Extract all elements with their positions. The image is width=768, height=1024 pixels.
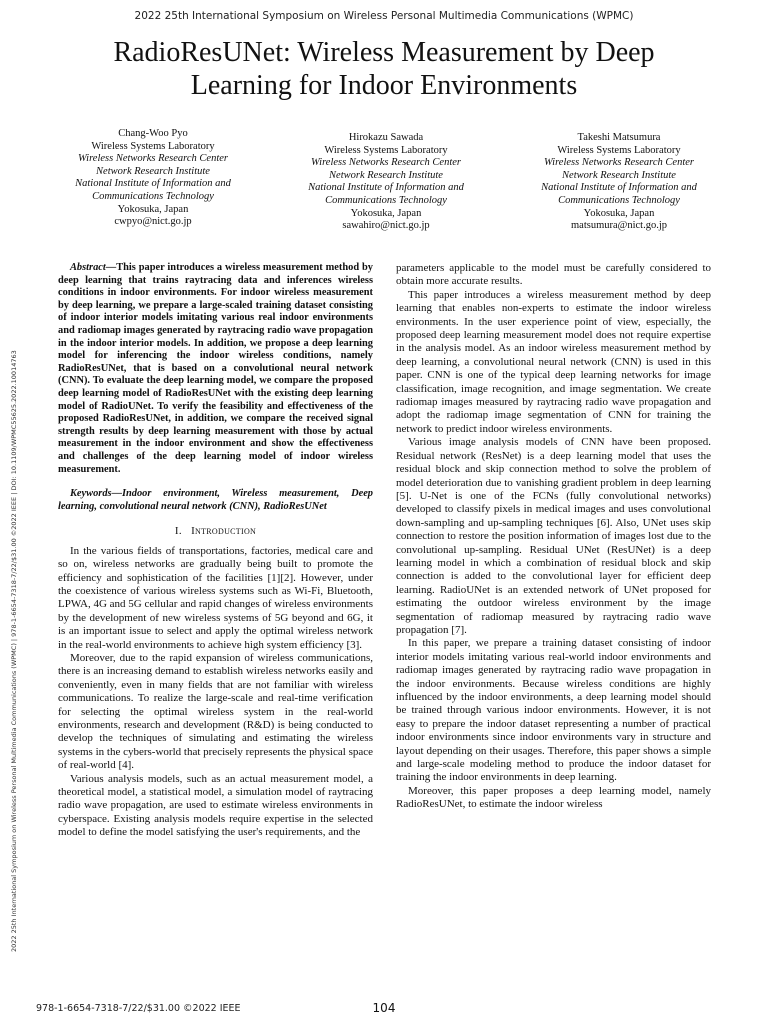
body-paragraph: Various analysis models, such as an actual measurement model, a theoretical model, a statistical model, a simulation model of raytracing radio wave propagation, are used to estimate wireless environments in cyberspace. Existing analysis models require expertise in the selected model to define the model satisfying the user's requirements, and the <box>58 772 373 839</box>
author-institute: Network Research Institute <box>562 169 676 181</box>
author-org: National Institute of Information and <box>308 182 464 194</box>
author-location: Yokosuka, Japan <box>350 207 422 219</box>
body-paragraph: Moreover, due to the rapid expansion of wireless communications, there is an increasing demand to establish wireless networks easily and conveniently, even in many fields that are not familiar with wireless communications. To realize the large-scale and real-time verification for selecting the optimal wireless system in the real-world environments, research and development (R&D) is being conducted to develop the techniques of simulating and estimating the wireless systems in the cybers-world that precisely represents the physical space of real-world [4]. <box>58 651 373 772</box>
left-column <box>58 262 373 840</box>
conference-header: 2022 25th International Symposium on Wireless Personal Multimedia Communications (WPMC) <box>134 10 634 22</box>
author-2 <box>281 132 491 233</box>
abstract-lead: Abstract <box>70 262 106 273</box>
author-org: Communications Technology <box>92 190 214 202</box>
body-paragraph: Various image analysis models of CNN have been proposed. Residual network (ResNet) is a deep learning model that uses the residual block and skip connection method to solve the problem of model deterioration due to vanishing gradient problem in deep learning [5]. U-Net is one of the FCNs (fully convolutional networks) developed to classify pixels in medical images and uses convolutional down-sampling and up-sampling techniques [6]. Also, UNet uses skip connection to restore the position information of images lost due to the convolutional up-sampling. Residual UNet (ResUNet) is a deep learning model in which a combination of residual block and skip connection is added to the convolutional layer for efficient deep learning. RadioUNet is an extended network of UNet proposed for estimating the outdoor wireless environment by the image segmentation of radiomap measured by raytracing radio wave propagation [7]. <box>396 436 711 636</box>
side-margin-citation: 2022 25th International Symposium on Wireless Personal Multimedia Communications (WPMC) | 978-1-6654-7318-7/22/$31.00 ©2022 IEEE | DOI: 10.1109/WPMC55625.2022.10014763 <box>10 350 18 952</box>
author-name: Chang-Woo Pyo <box>118 128 188 139</box>
author-name: Hirokazu Sawada <box>348 132 424 143</box>
keywords-text: —Indoor environment, Wireless measurement, Deep learning, convolutional neural network (CNN), RadioResUNet <box>58 488 373 512</box>
author-center: Wireless Networks Research Center <box>311 157 461 169</box>
author-org: Communications Technology <box>558 194 680 206</box>
author-name: Takeshi Matsumura <box>577 132 661 143</box>
body-paragraph: In this paper, we prepare a training dataset consisting of indoor interior models imitating various real-world indoor environments and radiomap images generated by raytracing radio wave propagation in the indoor environments. Because wireless conditions are highly influenced by the indoor environments, a deep learning model should be trained through various indoor environments. However, it is not easy to prepare the indoor dataset representing a number of practical indoor environments since indoor environments vary in structure and layout depending on their usages. Therefore, this paper shows a simple and large-scale modeling method to produce the indoor dataset for training the indoor environments in deep learning. <box>396 637 711 784</box>
author-org: National Institute of Information and <box>75 178 231 190</box>
paper-title: RadioResUNet: Wireless Measurement by Deep Learning for Indoor Environments <box>113 37 655 101</box>
right-column <box>396 262 711 812</box>
author-email[interactable]: matsumura@nict.go.jp <box>571 220 667 232</box>
author-email[interactable]: sawahiro@nict.go.jp <box>342 220 430 232</box>
author-email[interactable]: cwpyo@nict.go.jp <box>114 216 192 228</box>
body-paragraph: This paper introduces a wireless measurement method by deep learning that enables non-experts to estimate the indoor wireless environments. In the user experience point of view, especially, the proposed deep learning measurement model does not require expertise in the analysis model. As an indoor wireless measurement method by deep learning, a convolutional neural network (CNN) is used in this paper. CNN is one of the typical deep learning networks for image classification, image recognition, and image segmentation. We create radiomap images measured by raytracing radio wave propagation and adopt the radiomap image segmentation of CNN for training the network to predict indoor wireless environments. <box>396 288 711 435</box>
body-paragraph: In the various fields of transportations, factories, medical care and so on, wireless networks are gradually being built to promote the efficiency and sophistication of the facilities [1][2]. However, under the coexistence of various wireless systems such as Wi-Fi, Bluetooth, LPWA, 4G and 5G cellular and rapid changes of wireless environments by the development of new wireless systems of 5G beyond and 6G, it is an important issue to select and apply the optimal wireless network in the real-world environments to achieve high system efficiency [3]. <box>58 544 373 651</box>
keywords-lead: Keywords <box>70 488 112 500</box>
abstract-text: —This paper introduces a wireless measurement method by deep learning that trains raytracing data and inferences wireless conditions in indoor environments. For indoor wireless measurement by deep learning, we prepare a large-scaled training dataset consisting of indoor interior models imitating various real indoor environments and radiomap images generated by raytracing radio wave propagation in the indoor interior models. In addition, we propose a deep learning model for inferencing the indoor wireless conditions, namely RadioResUNet, that is based on a convolutional neural network (CNN). To evaluate the deep learning model, we compare the proposed deep learning model of RadioResUNet with the existing deep learning model of RadioUNet. To verify the feasibility and effectiveness of the proposed RadioResUNet, in addition, we compare the received signal strength results by deep learning measurement with those by actual measurement in the indoor environment and show the effectiveness and challenges of the deep learning model of indoor wireless measurement. <box>58 262 373 475</box>
author-lab: Wireless Systems Laboratory <box>557 144 681 156</box>
keywords <box>58 488 373 513</box>
author-location: Yokosuka, Japan <box>117 203 189 215</box>
author-location: Yokosuka, Japan <box>583 207 655 219</box>
author-lab: Wireless Systems Laboratory <box>324 144 448 156</box>
section-heading <box>58 525 373 538</box>
author-org: National Institute of Information and <box>541 182 697 194</box>
body-paragraph-continued: parameters applicable to the model must be carefully considered to obtain more accurate results. <box>396 262 711 288</box>
page-number: 104 <box>372 1001 396 1015</box>
body-paragraph: Moreover, this paper proposes a deep learning model, namely RadioResUNet, to estimate the indoor wireless <box>396 784 711 811</box>
abstract <box>58 262 373 476</box>
author-institute: Network Research Institute <box>96 165 210 177</box>
section-title: Introduction <box>191 525 257 538</box>
author-institute: Network Research Institute <box>329 169 443 181</box>
section-number: I. <box>174 525 182 538</box>
author-org: Communications Technology <box>325 194 447 206</box>
author-1 <box>48 128 258 229</box>
author-center: Wireless Networks Research Center <box>544 157 694 169</box>
author-3 <box>514 132 724 233</box>
footer-isbn: 978-1-6654-7318-7/22/$31.00 ©2022 IEEE <box>36 1003 241 1014</box>
author-lab: Wireless Systems Laboratory <box>91 140 215 152</box>
author-center: Wireless Networks Research Center <box>78 153 228 165</box>
